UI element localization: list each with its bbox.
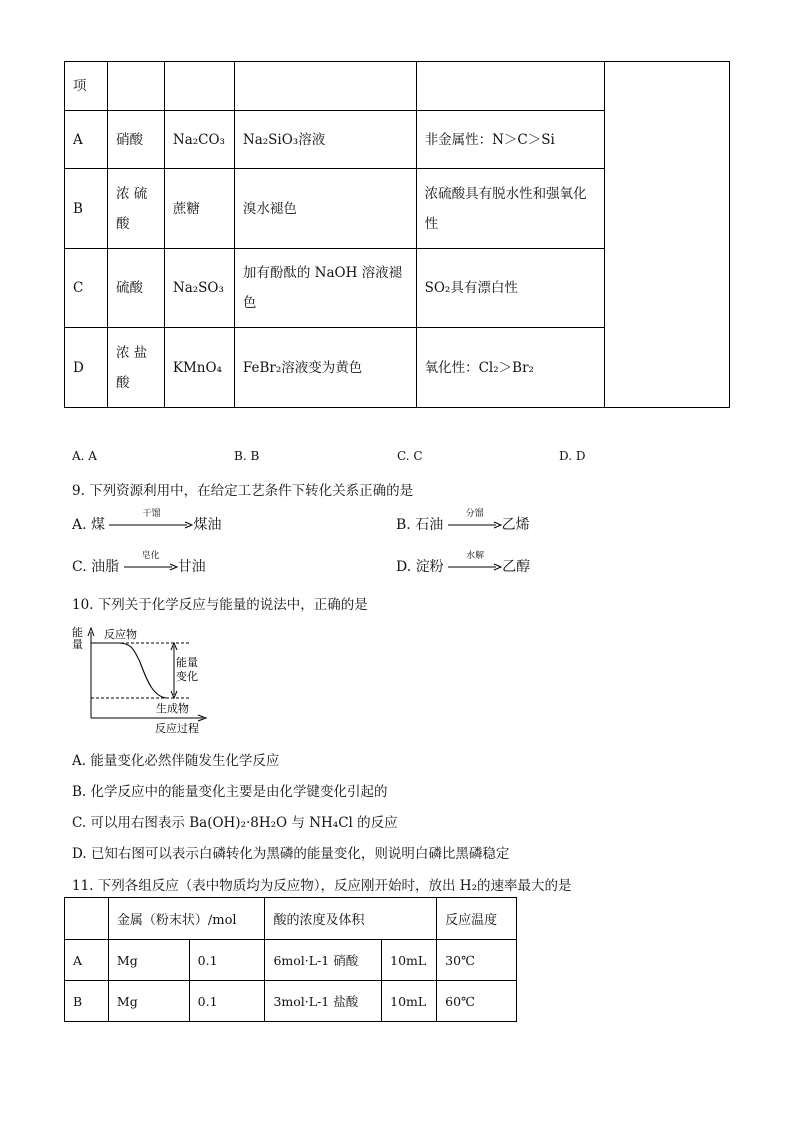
table-cell: 加有酚酞的 NaOH 溶液褪色 [234, 249, 416, 328]
table-cell: 非金属性：N＞C＞Si [416, 111, 605, 169]
experiment-table [64, 61, 730, 408]
reactant-label: 反应物 [104, 628, 137, 641]
header-cell: 金属（粉末状）/mol [108, 898, 265, 940]
q10-option-b: B. 化学反应中的能量变化主要是由化学键变化引起的 [72, 784, 388, 800]
table-cell: Na₂CO₃ [164, 111, 234, 169]
table-cell: 0.1 [189, 940, 265, 981]
energy-diagram [70, 622, 215, 738]
table-cell: 浓 盐 酸 [107, 328, 164, 408]
table-cell: 蔗糖 [164, 169, 234, 249]
q9-option-b: B. 石油 分馏 乙烯 [396, 509, 530, 533]
row-label: A [65, 940, 109, 981]
table-cell: 0.1 [189, 981, 265, 1022]
change-label: 变化 [176, 670, 198, 683]
product-label: 生成物 [156, 702, 189, 715]
header-cell: 反应温度 [437, 898, 517, 940]
table-cell: 30℃ [437, 940, 517, 981]
table-cell: 60℃ [437, 981, 517, 1022]
table-cell: Na₂SO₃ [164, 249, 234, 328]
q9-stem: 9. 下列资源利用中，在给定工艺条件下转化关系正确的是 [72, 483, 414, 499]
table-cell: 浓硫酸具有脱水性和强氧化性 [416, 169, 605, 249]
table-cell: Mg [108, 940, 189, 981]
y-axis-label: 量 [72, 638, 83, 651]
y-axis-label: 能 [72, 626, 83, 639]
table-cell: Mg [108, 981, 189, 1022]
arrow-icon: 水解 [448, 559, 502, 575]
table-cell: 硫酸 [107, 249, 164, 328]
table-cell: 硝酸 [107, 111, 164, 169]
arrow-icon: 干馏 [109, 517, 193, 533]
q11-stem: 11. 下列各组反应（表中物质均为反应物），反应刚开始时，放出 H₂的速率最大的是 [72, 878, 572, 894]
q9-option-d: D. 淀粉 水解 乙醇 [396, 551, 531, 575]
option-c: C. C [397, 449, 423, 463]
option-a: A. A [72, 449, 97, 463]
q9-option-c: C. 油脂 皂化 甘油 [72, 551, 206, 575]
option-b: B. B [234, 449, 260, 463]
table-cell: SO₂具有漂白性 [416, 249, 605, 328]
table-cell: 6mol·L-1 硝酸 [265, 940, 382, 981]
table-cell: 3mol·L-1 盐酸 [265, 981, 382, 1022]
q10-option-a: A. 能量变化必然伴随发生化学反应 [72, 753, 280, 769]
table-cell: KMnO₄ [164, 328, 234, 408]
row-label: C [65, 249, 108, 328]
table-cell: 10mL [382, 940, 437, 981]
table-cell: 浓 硫 酸 [107, 169, 164, 249]
row-label: B [65, 169, 108, 249]
q10-option-d: D. 已知右图可以表示白磷转化为黑磷的能量变化，则说明白磷比黑磷稳定 [72, 846, 510, 862]
arrow-icon: 皂化 [124, 559, 178, 575]
change-label: 能量 [176, 656, 198, 669]
q10-stem: 10. 下列关于化学反应与能量的说法中，正确的是 [72, 597, 368, 613]
x-axis-label: 反应过程 [155, 722, 199, 735]
header-cell: 酸的浓度及体积 [265, 898, 437, 940]
row-label: B [65, 981, 109, 1022]
table-cell: 10mL [382, 981, 437, 1022]
table-cell: 氧化性：Cl₂＞Br₂ [416, 328, 605, 408]
table-cell: FeBr₂溶液变为黄色 [234, 328, 416, 408]
q10-option-c: C. 可以用右图表示 Ba(OH)₂·8H₂O 与 NH₄Cl 的反应 [72, 815, 398, 831]
row-label: A [65, 111, 108, 169]
row-label: D [65, 328, 108, 408]
arrow-icon: 分馏 [448, 517, 502, 533]
table-cell: 溴水褪色 [234, 169, 416, 249]
q9-option-a: A. 煤 干馏 煤油 [72, 509, 222, 533]
table-cell: Na₂SiO₃溶液 [234, 111, 416, 169]
option-d: D. D [559, 449, 586, 463]
header-cell: 项 [65, 62, 108, 111]
reaction-table [64, 897, 517, 1022]
